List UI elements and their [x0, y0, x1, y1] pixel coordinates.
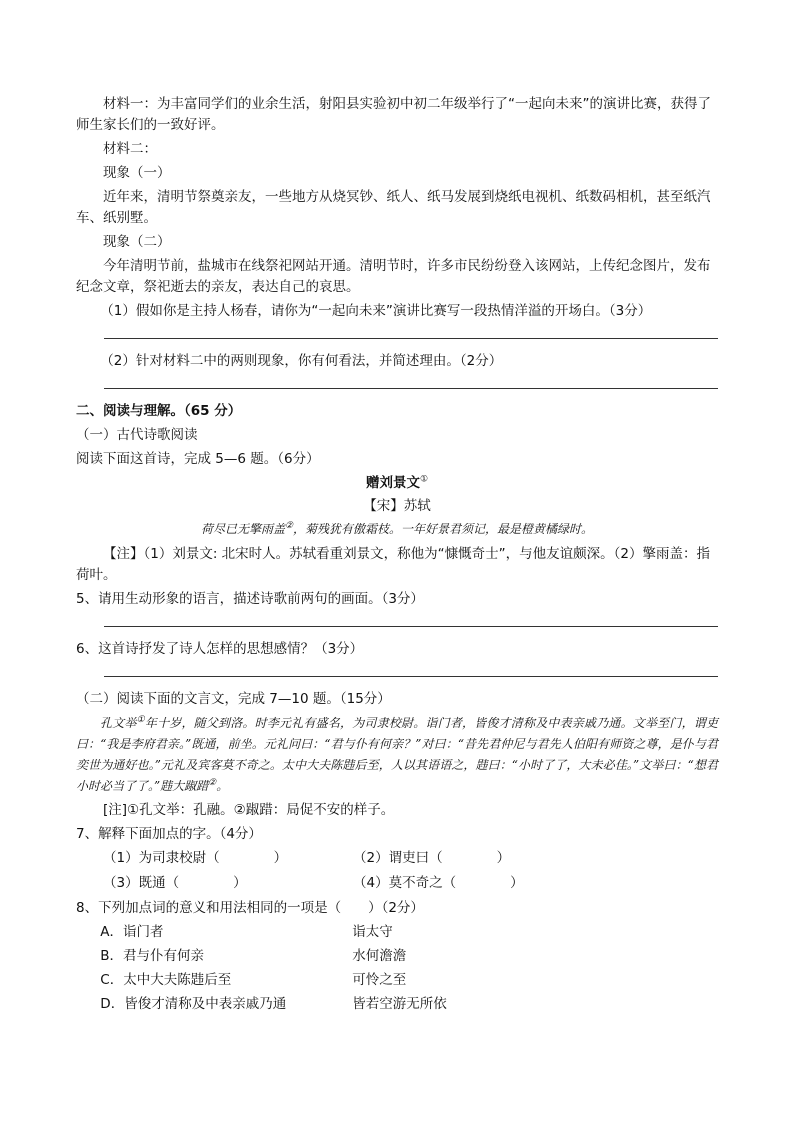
- footnote-mark: ①: [419, 474, 429, 485]
- q7-item[interactable]: （4）莫不奇之（ ）: [353, 875, 524, 891]
- poem-title: 赠刘景文: [365, 475, 420, 491]
- poem-note: 【注】（1）刘景文: 北宋时人。苏轼看重刘景文，称他为“慷慨奇士”，与他友谊颇深。（2）擎雨盖：指荷叶。: [76, 546, 711, 583]
- option-left: A．诣门者: [100, 924, 164, 940]
- material1: 材料一：为丰富同学们的业余生活，射阳县实验初中初二年级举行了“一起向未来”的演讲比赛，获得了师生家长们的一致好评。: [76, 96, 711, 133]
- question-sub1: （1）假如你是主持人杨春，请你为“一起向未来”演讲比赛写一段热情洋溢的开场白。（3分）: [100, 303, 652, 319]
- q8-option[interactable]: [76, 922, 718, 943]
- phenomenon2-label: 现象（二）: [103, 234, 171, 250]
- answer-line[interactable]: [104, 616, 718, 627]
- section2-title: 二、阅读与理解。（65 分）: [76, 403, 242, 419]
- poem-text: [76, 519, 718, 540]
- classical-segment: 孔文举: [100, 716, 137, 730]
- poem-title-line: [76, 473, 718, 494]
- phenomenon1-text: 近年来，清明节祭奠亲友，一些地方从烧冥钞、纸人、纸马发展到烧纸电视机、纸数码相机，甚至纸汽车、纸别墅。: [76, 189, 711, 226]
- phenomenon2-text: 今年清明节前，盐城市在线祭祀网站开通。清明节时，许多市民纷纷登入该网站，上传纪念图片，发布纪念文章，祭祀逝去的亲友，表达自己的哀思。: [76, 258, 711, 295]
- classical-note: [注]①孔文举：孔融。②踧踖：局促不安的样子。: [103, 802, 395, 818]
- q7-item[interactable]: （1）为司隶校尉（ ）: [103, 850, 288, 866]
- option-left: B．君与仆有何亲: [100, 948, 205, 964]
- classical-segment: 。: [216, 779, 229, 793]
- question-8: 8、下列加点词的意义和用法相同的一项是（ ）（2分）: [76, 900, 424, 916]
- part1-title: （一）古代诗歌阅读: [76, 427, 198, 443]
- answer-line[interactable]: [104, 328, 718, 339]
- classical-text: [76, 713, 718, 797]
- q7-item[interactable]: （2）谓吏曰（ ）: [353, 850, 511, 866]
- answer-line[interactable]: [104, 378, 718, 389]
- poem-line: ，菊残犹有傲霜枝。一年好景君须记，最是橙黄橘绿时。: [293, 522, 594, 536]
- question-sub2: （2）针对材料二中的两则现象，你有何看法，并简述理由。（2分）: [100, 353, 503, 369]
- option-right: 可怜之至: [352, 972, 407, 988]
- footnote-mark: ②: [284, 521, 294, 531]
- footnote-mark: ②: [208, 778, 217, 788]
- q7-row: [76, 873, 718, 894]
- phenomenon1-label: 现象（一）: [103, 165, 171, 181]
- option-right: 皆若空游无所依: [352, 996, 447, 1012]
- q8-option[interactable]: [76, 946, 718, 967]
- footnote-mark: ①: [136, 715, 145, 725]
- question-6: 6、这首诗抒发了诗人怎样的思想感情？（3分）: [76, 641, 364, 657]
- q8-option[interactable]: [76, 970, 718, 991]
- option-left: D．皆俊才清称及中表亲戚乃通: [100, 996, 287, 1012]
- classical-segment: 年十岁，随父到洛。时李元礼有盛名，为司隶校尉。诣门者，皆俊才清称及中表亲戚乃通。文举至门，谓吏曰：“我是李府君亲。”既通，前坐。元礼问曰：“君与仆有何亲？”对曰：“昔先君仲尼与君先人伯阳有师资之尊，是仆与君奕世为通好也。”元礼及宾客莫不奇之。太中大夫陈韪后至，人以其语语之，韪曰：“小时了了，大未必佳。”文举曰：“想君小时必当了了。”韪大踧踖: [76, 716, 718, 793]
- option-right: 水何澹澹: [352, 948, 407, 964]
- exam-page: [76, 94, 718, 1018]
- option-left: C．太中大夫陈韪后至: [100, 972, 232, 988]
- question-7: 7、解释下面加点的字。（4分）: [76, 826, 262, 842]
- part2-title: （二）阅读下面的文言文，完成 7—10 题。（15分）: [76, 691, 391, 707]
- material2-label: 材料二：: [103, 141, 157, 157]
- question-5: 5、请用生动形象的语言，描述诗歌前两句的画面。（3分）: [76, 591, 424, 607]
- part1-instruction: 阅读下面这首诗，完成 5—6 题。（6分）: [76, 451, 320, 467]
- option-right: 诣太守: [352, 924, 393, 940]
- q7-row: [76, 848, 718, 869]
- poem-author: 【宋】苏轼: [363, 498, 431, 514]
- q8-option[interactable]: [76, 994, 718, 1015]
- answer-line[interactable]: [104, 666, 718, 677]
- q7-item[interactable]: （3）既通（ ）: [103, 875, 247, 891]
- poem-line: 荷尽已无擎雨盖: [200, 522, 285, 536]
